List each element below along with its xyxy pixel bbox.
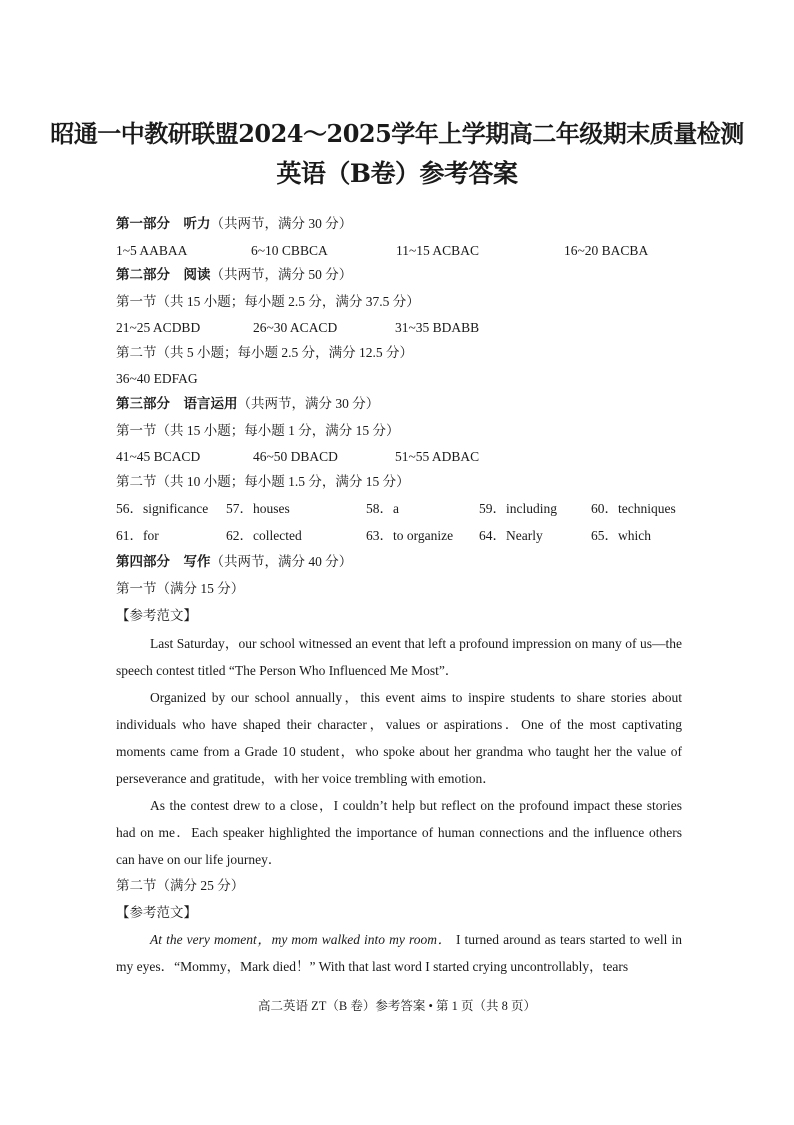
part2-section2: 第二节（共 5 小题；每小题 2.5 分，满分 12.5 分） — [116, 345, 413, 360]
answer-group: 16~20 BACBA — [564, 243, 649, 258]
part3-header — [116, 394, 379, 414]
part1-note: （共两节，满分 30 分） — [210, 216, 353, 231]
answer-group: 1~5 AABAA — [116, 243, 188, 258]
document-subtitle: 英语（B卷）参考答案 — [276, 159, 518, 188]
part3-section1: 第一节（共 15 小题；每小题 1 分，满分 15 分） — [116, 423, 400, 438]
part2-heading: 第二部分 阅读 — [116, 267, 211, 282]
part4-section1: 第一节（满分 15 分） — [116, 581, 245, 596]
fill-answer: 63．to organize — [366, 528, 454, 543]
answer-group: 11~15 ACBAC — [396, 243, 479, 258]
essay2-paragraph — [116, 926, 682, 980]
answer-group: 41~45 BCACD — [116, 449, 201, 464]
fill-answer: 59．including — [479, 501, 557, 516]
part2-header — [116, 265, 352, 285]
fill-answer: 60．techniques — [591, 501, 676, 516]
answer-group: 31~35 BDABB — [395, 320, 480, 335]
part3-section2: 第二节（共 10 小题；每小题 1.5 分，满分 15 分） — [116, 474, 410, 489]
part3-note: （共两节，满分 30 分） — [237, 396, 380, 411]
part4-header — [116, 552, 352, 572]
fill-answer: 64．Nearly — [479, 528, 543, 543]
document-title: 昭通一中教研联盟2024～2025学年上学期高二年级期末质量检测 — [50, 119, 744, 148]
part4-note: （共两节，满分 40 分） — [210, 554, 353, 569]
part4-heading: 第四部分 写作 — [116, 554, 211, 569]
answer-group: 6~10 CBBCA — [251, 243, 328, 258]
answer-group: 36~40 EDFAG — [116, 371, 198, 386]
essay1-paragraph: As the contest drew to a close，I couldn’t help but reflect on the profound impact these stories had on me．Each speaker highlighted the importance of human connections and the influence others can have on our life journey． — [116, 798, 682, 867]
part3-heading: 第三部分 语言运用 — [116, 396, 238, 411]
part1-heading: 第一部分 听力 — [116, 216, 211, 231]
part1-header — [116, 214, 352, 234]
part2-section1: 第一节（共 15 小题；每小题 2.5 分，满分 37.5 分） — [116, 294, 420, 309]
essay2-body: I turned around as tears started to well in my eyes．“Mommy，Mark died！” With that last word I started crying uncontrollably，tears — [116, 932, 683, 974]
essay1-paragraph: Last Saturday，our school witnessed an event that left a profound impression on many of us—the speech contest titled “The Person Who Influenced Me Most”． — [116, 636, 682, 678]
answer-group: 46~50 DBACD — [253, 449, 338, 464]
fill-answer: 57．houses — [226, 501, 290, 516]
fill-answer: 62．collected — [226, 528, 302, 543]
page-footer: 高二英语 ZT（B 卷）参考答案 • 第 1 页（共 8 页） — [258, 999, 536, 1013]
part4-section2: 第二节（满分 25 分） — [116, 878, 245, 893]
sample-essay-label: 【参考范文】 — [116, 608, 197, 623]
fill-answer: 58．a — [366, 501, 399, 516]
sample-essay-label: 【参考范文】 — [116, 905, 197, 920]
essay1-paragraph: Organized by our school annually，this event aims to inspire students to share stories about individuals who have shaped their character，values or aspirations．One of the most captivating moments came from a Grade 10 student，who spoke about her grandma who taught her the value of perseverance and gratitude，with her voice trembling with emotion． — [116, 690, 682, 786]
fill-answer: 61．for — [116, 528, 159, 543]
fill-answer: 65．which — [591, 528, 651, 543]
fill-answer: 56．significance — [116, 501, 209, 516]
answer-group: 21~25 ACDBD — [116, 320, 201, 335]
answer-group: 51~55 ADBAC — [395, 449, 480, 464]
essay2-lead-sentence: At the very moment，my mom walked into my room． — [150, 932, 452, 947]
answer-group: 26~30 ACACD — [253, 320, 338, 335]
part2-note: （共两节，满分 50 分） — [210, 267, 353, 282]
